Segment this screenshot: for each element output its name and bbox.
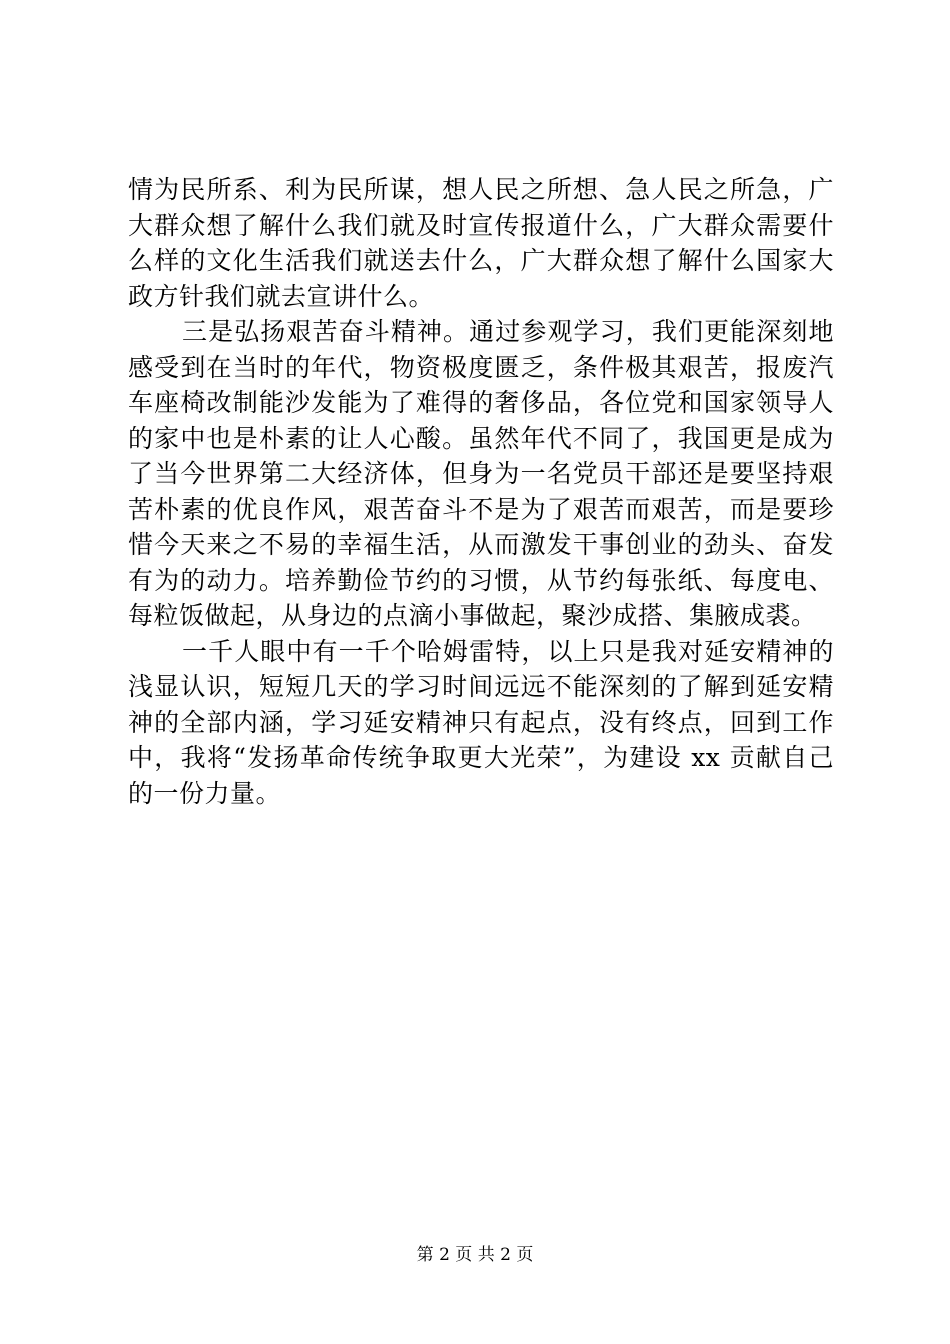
paragraph-hardship-spirit [128,314,834,634]
text-line: 么样的文化生活我们就送去什么，广大群众想了解什么国家大 [128,246,834,275]
text-line: 的一份力量。 [128,778,282,808]
text-line: 神的全部内涵，学习延安精神只有起点，没有终点，回到工作 [128,707,834,737]
text-line: 苦朴素的优良作风，艰苦奋斗不是为了艰苦而艰苦，而是要珍 [128,494,834,524]
paragraph-continuation [128,172,834,314]
text-line: 浅显认识，短短几天的学习时间远远不能深刻的了解到延安精 [128,672,834,701]
text-line: 中，我将“发扬革命传统争取更大光荣”，为建设 xx 贡献自己 [128,743,834,772]
text-line: 车座椅改制能沙发能为了难得的奢侈品，各位党和国家领导人 [128,388,834,417]
text-line: 政方针我们就去宣讲什么。 [128,281,435,311]
text-line: 情为民所系、利为民所谋，想人民之所想、急人民之所急，广 [128,175,834,204]
text-line: 每粒饭做起，从身边的点滴小事做起，聚沙成搭、集腋成裘。 [128,601,817,630]
text-line: 了当今世界第二大经济体，但身为一名党员干部还是要坚持艰 [128,459,834,488]
text-line: 一千人眼中有一千个哈姆雷特，以上只是我对延安精神的 [182,636,834,666]
text-line: 感受到在当时的年代，物资极度匮乏，条件极其艰苦，报废汽 [128,352,834,382]
text-line: 的家中也是朴素的让人心酸。虽然年代不同了，我国更是成为 [128,423,834,453]
body-text [128,172,834,811]
page-number-footer: 第 2 页 共 2 页 [416,1245,534,1265]
paragraph-conclusion [128,634,834,812]
text-line: 大群众想了解什么我们就及时宣传报道什么，广大群众需要什 [128,210,834,240]
text-line: 有为的动力。培养勤俭节约的习惯，从节约每张纸、每度电、 [128,565,834,595]
text-line: 惜今天来之不易的幸福生活，从而激发干事创业的劲头、奋发 [128,530,834,559]
text-line: 三是弘扬艰苦奋斗精神。通过参观学习，我们更能深刻地 [182,317,834,346]
